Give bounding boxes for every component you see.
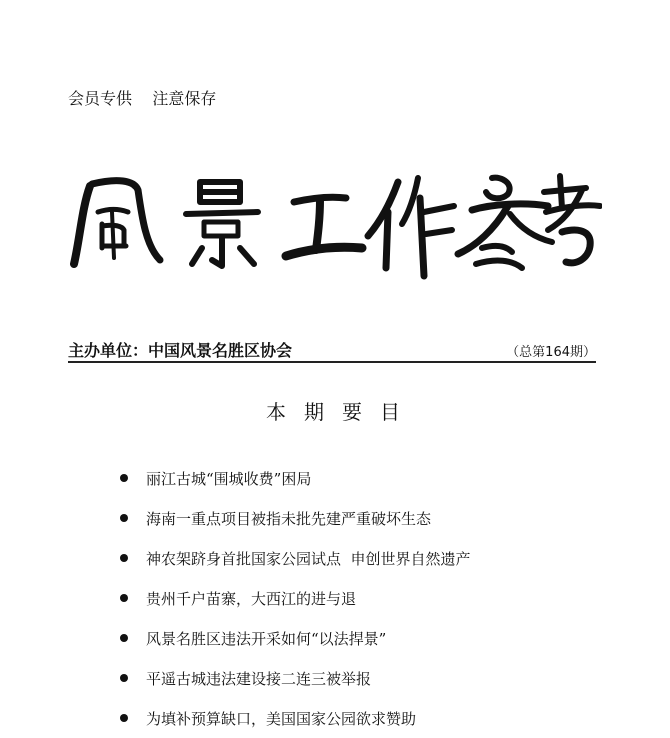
contents-item-text: 平遥古城违法建设接二连三被举报 xyxy=(146,669,372,688)
contents-item-text: 为填补预算缺口，美国国家公园欲求赞助 xyxy=(146,709,417,728)
bullet-icon xyxy=(120,634,128,642)
contents-item-text: 海南一重点项目被指未批先建严重破坏生态 xyxy=(146,509,432,528)
contents-item-text: 风景名胜区违法开采如何“以法捍景” xyxy=(146,629,387,648)
contents-item-text: 丽江古城“围城收费”困局 xyxy=(146,469,312,488)
contents-item xyxy=(120,538,471,578)
header-divider xyxy=(68,361,596,363)
organizer-label: 主办单位：中国风景名胜区协会 xyxy=(68,341,293,360)
bullet-icon xyxy=(120,554,128,562)
masthead-calligraphy-logo xyxy=(62,168,602,280)
contents-item xyxy=(120,498,471,538)
contents-item-text: 贵州千户苗寨，大西江的进与退 xyxy=(146,589,357,608)
bullet-icon xyxy=(120,514,128,522)
contents-item xyxy=(120,458,471,498)
bullet-icon xyxy=(120,474,128,482)
contents-item xyxy=(120,618,471,658)
contents-item xyxy=(120,578,471,618)
contents-heading: 本期要目 xyxy=(266,400,418,424)
issue-number: （总第164期） xyxy=(506,345,596,360)
bullet-icon xyxy=(120,594,128,602)
issuer-row xyxy=(68,338,596,362)
bullet-icon xyxy=(120,714,128,722)
contents-item-text: 神农架跻身首批国家公园试点 申创世界自然遗产 xyxy=(146,549,471,568)
contents-list xyxy=(120,458,471,738)
members-only-notice: 会员专供 注意保存 xyxy=(68,89,217,108)
contents-item xyxy=(120,658,471,698)
bullet-icon xyxy=(120,674,128,682)
contents-item xyxy=(120,698,471,738)
